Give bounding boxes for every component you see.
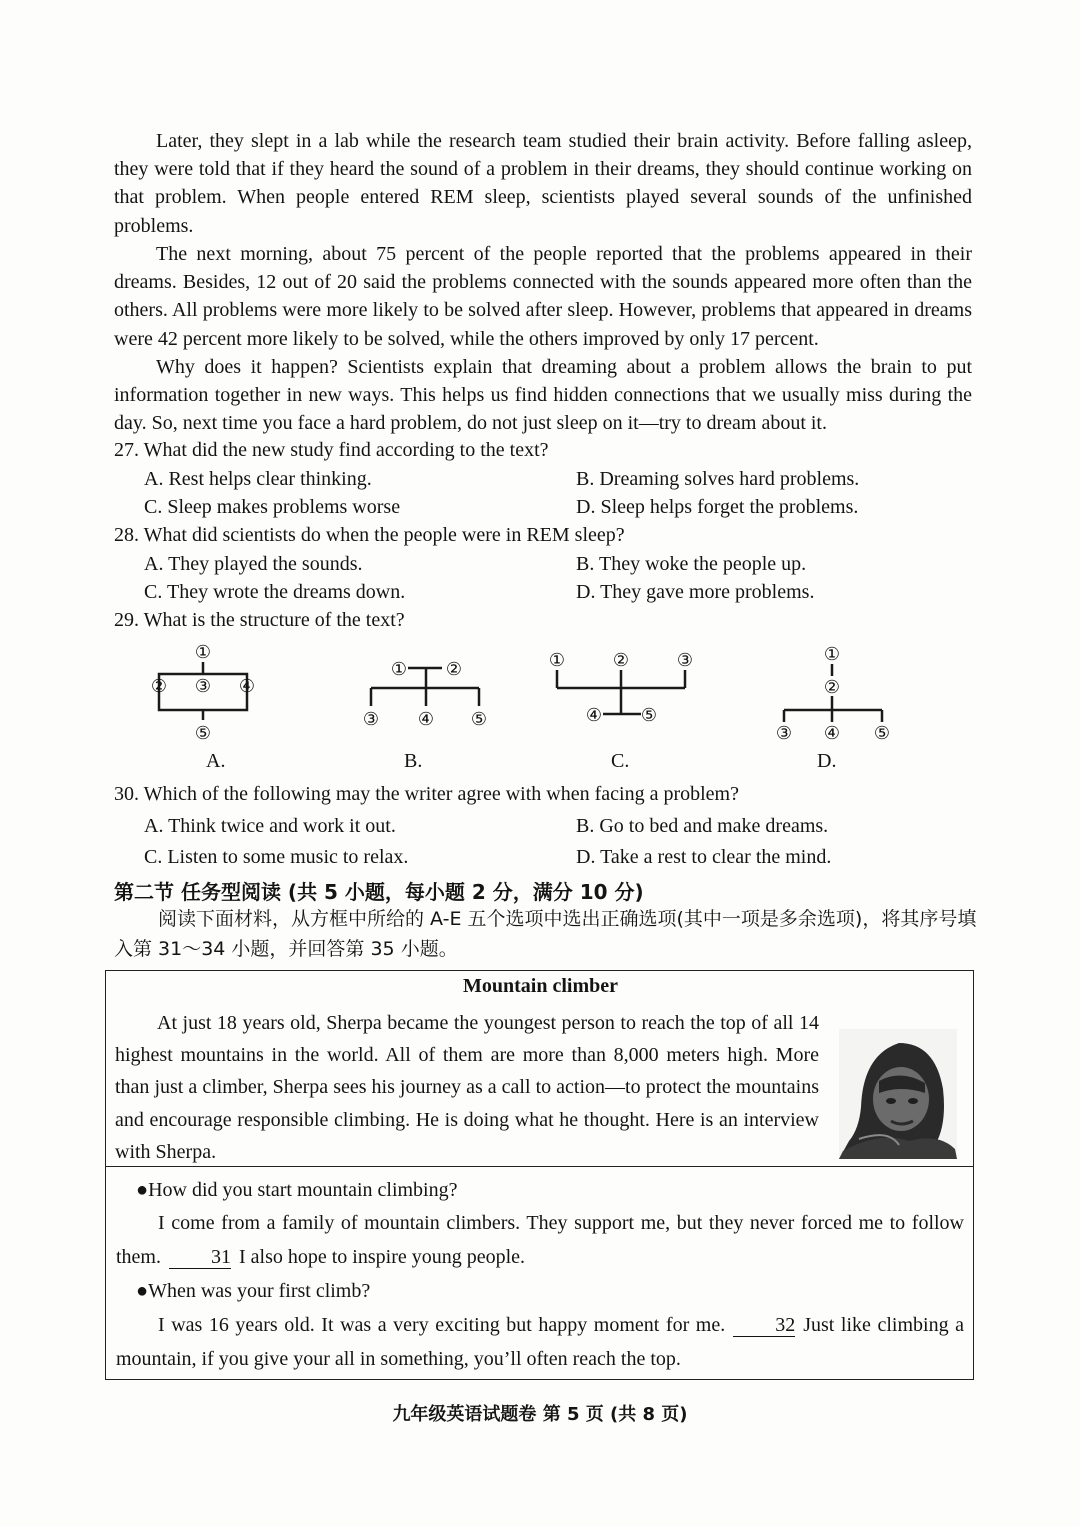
diagram-b-node-2: ② [445, 659, 463, 680]
diagram-a-node-5: ⑤ [194, 723, 212, 744]
interview-question-1: ●How did you start mountain climbing? [136, 1179, 458, 1201]
diagram-a-label[interactable]: A. [206, 750, 226, 772]
question-30-option-d[interactable]: D. Take a rest to clear the mind. [576, 846, 832, 868]
structure-diagram-c-svg [543, 644, 703, 734]
passage-paragraph-2: The next morning, about 75 percent of the people reported that the problems appeared in their dreams. Besides, 12 out of 20 said the problems connected with the sounds appeared more often than the others. All problems were more likely to be solved after sleep. However, problems that appeared in dreams were 42 percent more likely to be solved, while the others improved by only 17 percent. [114, 243, 972, 350]
structure-diagram-d-svg [768, 640, 908, 750]
interview-answer-1-text: I come from a family of mountain climbers. They support me, but they never forced me to follow them. [116, 1212, 964, 1268]
diagram-c-node-3: ③ [676, 650, 694, 671]
diagram-d-node-3: ③ [775, 723, 793, 744]
diagram-b-node-1: ① [390, 659, 408, 680]
blank-31[interactable]: 31 [169, 1246, 231, 1269]
question-27-stem: 27. What did the new study find according to the text? [114, 439, 549, 461]
reading-box-title: Mountain climber [463, 975, 618, 997]
reading-box-divider [106, 1166, 973, 1167]
structure-diagram-a-svg [145, 638, 265, 748]
reading-box-intro: At just 18 years old, Sherpa became the youngest person to reach the top of all 14 highest mountains in the world. All of them are more than 8,000 meters high. More than just a climber, Sherpa sees his journey as a call to action—to protect the mountains and encourage responsible climbing. He is doing what he thought. Here is an interview with Sherpa. [115, 1012, 819, 1163]
diagram-d-node-2: ② [823, 677, 841, 698]
diagram-a-node-2: ② [150, 676, 168, 697]
question-28-option-a[interactable]: A. They played the sounds. [144, 553, 363, 575]
climber-photo-svg [839, 1029, 957, 1159]
question-27-option-a[interactable]: A. Rest helps clear thinking. [144, 468, 372, 490]
diagram-a-node-1: ① [194, 642, 212, 663]
diagram-c-node-2: ② [612, 650, 630, 671]
question-29-stem: 29. What is the structure of the text? [114, 609, 405, 631]
climber-photo [839, 1029, 957, 1159]
question-27-option-d[interactable]: D. Sleep helps forget the problems. [576, 496, 859, 518]
diagram-d-label[interactable]: D. [817, 750, 837, 772]
structure-diagram-b[interactable] [355, 652, 495, 737]
diagram-d-node-4: ④ [823, 723, 841, 744]
interview-answer-2-text: I was 16 years old. It was a very exciting but happy moment for me. [158, 1314, 726, 1336]
question-28-stem: 28. What did scientists do when the people were in REM sleep? [114, 524, 625, 546]
question-30-option-a[interactable]: A. Think twice and work it out. [144, 815, 396, 837]
reading-box [105, 970, 974, 1380]
interview-answer-1-end: I also hope to inspire young people. [239, 1245, 526, 1268]
diagram-b-node-4: ④ [417, 709, 435, 730]
section-2-instruction: 阅读下面材料，从方框中所给的 A-E 五个选项中选出正确选项(其中一项是多余选项)，将其序号填入第 31～34 小题，并回答第 35 小题。 [114, 908, 977, 960]
question-27-option-c[interactable]: C. Sleep makes problems worse [144, 496, 401, 518]
page-footer: 九年级英语试题卷 第 5 页 (共 8 页) [392, 1404, 688, 1425]
diagram-b-node-5: ⑤ [470, 709, 488, 730]
interview-answer-2 [116, 1309, 964, 1376]
diagram-a-node-3: ③ [194, 676, 212, 697]
question-30-stem: 30. Which of the following may the writer agree with when facing a problem? [114, 783, 739, 805]
question-30-option-b[interactable]: B. Go to bed and make dreams. [576, 815, 829, 837]
structure-diagram-d[interactable] [768, 640, 908, 755]
structure-diagram-c[interactable] [543, 644, 703, 739]
diagram-b-node-3: ③ [362, 709, 380, 730]
structure-diagram-a[interactable] [145, 638, 265, 753]
diagram-b-label[interactable]: B. [404, 750, 423, 772]
diagram-c-node-1: ① [548, 650, 566, 671]
diagram-d-node-1: ① [823, 644, 841, 665]
question-27-option-b[interactable]: B. Dreaming solves hard problems. [576, 468, 860, 490]
question-28-option-b[interactable]: B. They woke the people up. [576, 553, 807, 575]
section-2-heading: 第二节 任务型阅读 (共 5 小题，每小题 2 分，满分 10 分) [114, 880, 644, 904]
question-28-option-d[interactable]: D. They gave more problems. [576, 581, 815, 603]
interview-question-2: ●When was your first climb? [136, 1280, 371, 1302]
structure-diagram-b-svg [355, 652, 495, 732]
diagram-c-label[interactable]: C. [611, 750, 630, 772]
question-28-option-c[interactable]: C. They wrote the dreams down. [144, 581, 406, 603]
blank-32[interactable]: 32 [733, 1314, 795, 1337]
passage-paragraph-3: Why does it happen? Scientists explain that dreaming about a problem allows the brain to put information together in new ways. This helps us find hidden connections that we usually miss during the day. So, next time you face a hard problem, do not just sleep on it—try to dream about it. [114, 356, 972, 435]
diagram-a-node-4: ④ [238, 676, 256, 697]
diagram-c-node-4: ④ [585, 705, 603, 726]
interview-answer-2-end: Just like climbing a mountain, if you give your all in something, you’ll often reach the top. [116, 1314, 965, 1370]
interview-answer-1 [116, 1207, 964, 1274]
diagram-d-node-5: ⑤ [873, 723, 891, 744]
diagram-c-node-5: ⑤ [640, 705, 658, 726]
question-30-option-c[interactable]: C. Listen to some music to relax. [144, 846, 409, 868]
passage-paragraph-1: Later, they slept in a lab while the research team studied their brain activity. Before falling asleep, they were told that if they heard the sound of a problem in their dreams, they should continue working on that problem. When people entered REM sleep, scientists played several sounds of the unfinished problems. [114, 130, 972, 237]
